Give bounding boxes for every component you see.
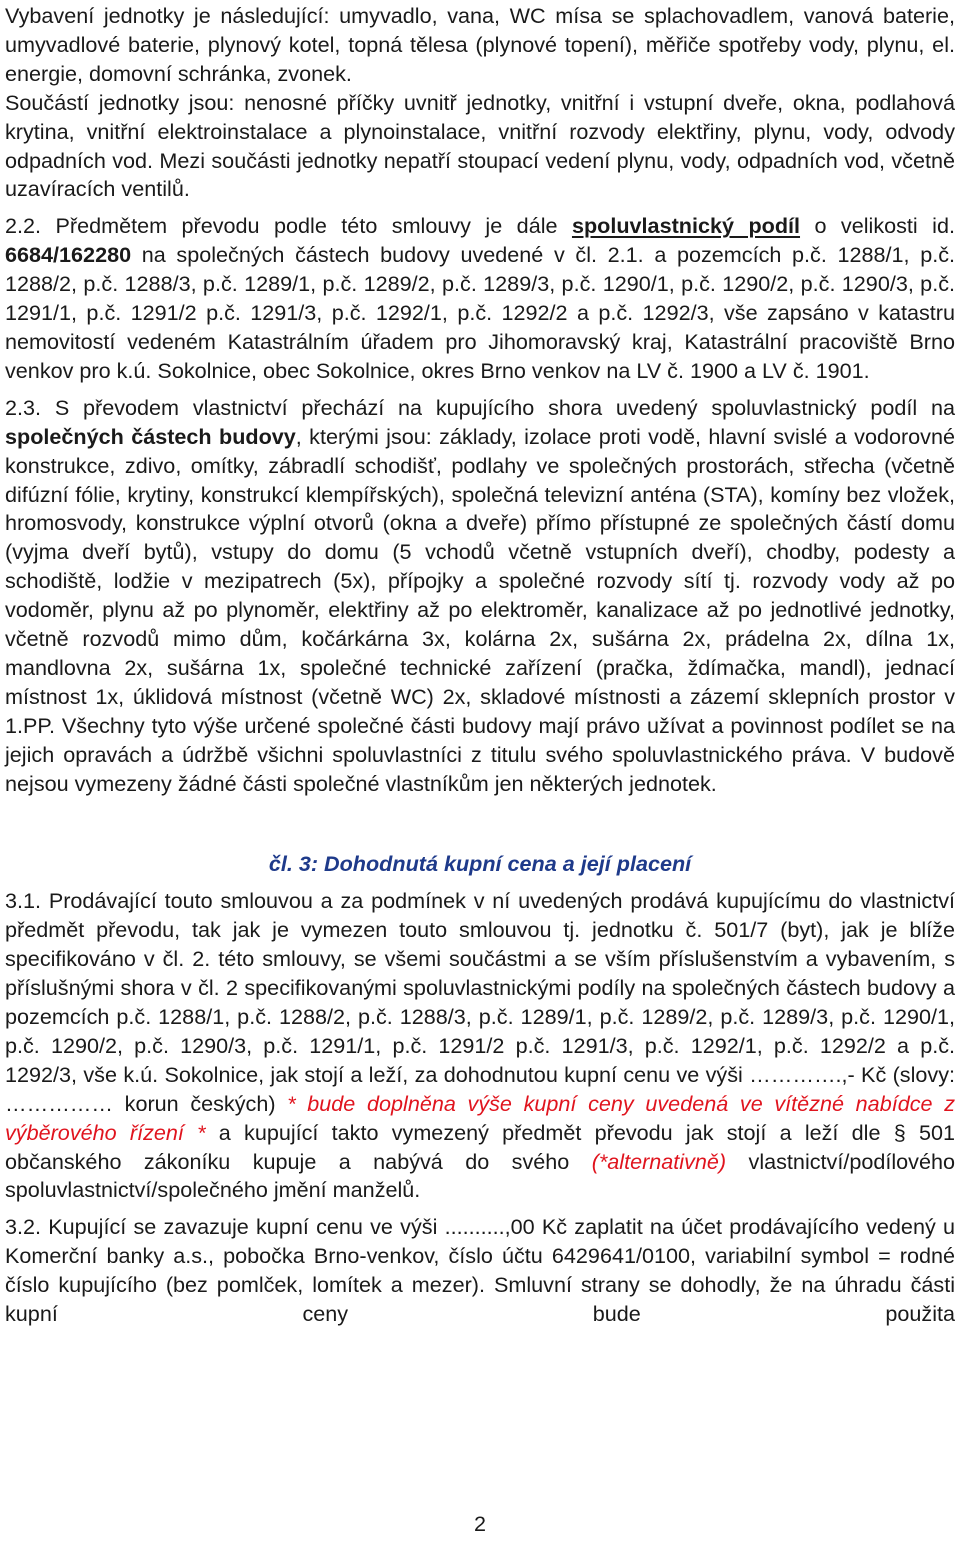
section-2-3-lead: 2.3. S převodem vlastnictví přechází na kupujícího shora uvedený spoluvlastnický podíl na [5,394,955,420]
section-heading-3: čl. 3: Dohodnutá kupní cena a její placení [268,851,692,877]
paragraph-components: Součástí jednotky jsou: nenosné příčky uvnitř jednotky, vnitřní i vstupní dveře, okna, podlahová krytina, vnitřní elektroinstalace a plynoinstalace, vnitřní rozvody elektřiny, plynu, vody, odvody odpadních vod. Mezi součásti jednotky nepatří stoupací vedení plynu, vody, odpadních vod, včetně uzavíracích ventilů. [5,89,955,202]
page-number: 2 [473,1511,486,1536]
section-2-3-bold: společných částech budovy [5,423,296,449]
alternative-note: (*alternativně) [591,1148,727,1174]
section-2-2-lead: 2.2. Předmětem převodu podle této smlouvy je dále [5,213,572,239]
section-2-2-share: 6684/162280 [5,242,132,268]
section-3-2: 3.2. Kupující se zavazuje kupní cenu ve výši ..........,00 Kč zaplatit na účet prodávajícího vedený u Komerční banky a.s., pobočka Brno-venkov, číslo účtu 6429641/0100, variabilní symbol = rodné číslo kupujícího (bez pomlček, lomítek a mezer). Smluvní strany se dohodly, že na úhradu části kupní ceny bude použita [5,1214,955,1327]
section-2-2 [5,212,955,385]
section-2-3-rest: , kterými jsou: základy, izolace proti vodě, hlavní svislé a vodorovné konstrukce, zdivo, omítky, zábradlí schodišť, podlahy ve společných prostorách, střecha (včetně difúzní fólie, krytiny, konstrukcí klempířských), společná televizní anténa (STA), komíny bez vložek, hromosvody, konstrukce výplní otvorů (okna a dveře) přímo přístupné ze společných částí domu (vyjma dveří bytů), vstupy do domu (5 vchodů včetně vstupních dveří), chodby, podesty a schodiště, lodžie v mezipatrech (5x), přípojky a společné rozvody sítí tj. rozvody vody až po vodoměr, plynu až po plynoměr, elektřiny až po elektroměr, kanalizace až po jednotlivé jednotky, včetně rozvodů mimo dům, kočárkárna 3x, kolárna 2x, sušárna 2x, prádelna 2x, dílna 1x, mandlovna 2x, sušárna 1x, společné technické zařízení (pračka, ždímačka, mandl), jednací místnost 1x, úklidová místnost (včetně WC) 2x, skladové místnosti a zázemí sklepních prostor v 1.PP. Všechny tyto výše určené společné části budovy mají právo užívat a povinnost podílet se na jejich opravách a údržbě všichni spoluvlastníci z titulu svého spoluvlastnického práva. V budově nejsou vymezeny žádné části společné vlastníkům jen některých jednotek. [5,423,955,796]
document-body [5,2,955,1329]
section-3-1-rest: vlastnictví/podílového spoluvlastnictví/společného jmění manželů. [5,1148,955,1203]
section-3-1-mid: a kupující takto vymezený předmět převodu jak stojí a leží dle § 501 občanského zákoníku kupuje a nabývá do svého [5,1119,955,1174]
section-3-1 [5,887,955,1205]
paragraph-equipment: Vybavení jednotky je následující: umyvadlo, vana, WC mísa se splachovadlem, vanová baterie, umyvadlové baterie, plynový kotel, topná tělesa (plynové topení), měřiče spotřeby vody, plynu, el. energie, domovní schránka, zvonek. [5,3,955,86]
section-2-2-rest: na společných částech budovy uvedené v čl. 2.1. a pozemcích p.č. 1288/1, p.č. 1288/2, p.č. 1288/3, p.č. 1289/1, p.č. 1289/2, p.č. 1289/3, p.č. 1290/1, p.č. 1290/2, p.č. 1290/3, p.č. 1291/1, p.č. 1291/2 p.č. 1291/3, p.č. 1292/1, p.č. 1292/2 a p.č. 1292/3, vše zapsáno v katastru nemovitostí vedeném Katastrálním úřadem pro Jihomoravský kraj, Katastrální pracoviště Brno venkov pro k.ú. Sokolnice, obec Sokolnice, okres Brno venkov na LV č. 1900 a LV č. 1901. [5,242,955,383]
section-2-3 [5,394,955,799]
section-2-2-mid: o velikosti id. [800,213,955,239]
section-2-2-term: spoluvlastnický podíl [571,213,801,239]
price-note: * bude doplněna výše kupní ceny uvedená ve vítězné nabídce z výběrového řízení * [5,1090,955,1145]
section-3-1-lead: 3.1. Prodávající touto smlouvou a za podmínek v ní uvedených prodává kupujícímu do vlastnictví předmět převodu, tak jak je vymezen touto smlouvou tj. jednotku č. 501/7 (byt), jak je blíže specifikováno v čl. 2. této smlouvy, se všemi součástmi a se vším příslušenstvím a vybavením, s příslušnými shora v čl. 2 specifikovanými spoluvlastnickými podíly na společných částech budovy a pozemcích p.č. 1288/1, p.č. 1288/2, p.č. 1288/3, p.č. 1289/1, p.č. 1289/2, p.č. 1289/3, p.č. 1290/1, p.č. 1290/2, p.č. 1290/3, p.č. 1291/1, p.č. 1291/2 p.č. 1291/3, p.č. 1292/1, p.č. 1292/2 a p.č. 1292/3, vše k.ú. Sokolnice, jak stojí a leží, za dohodnutou kupní cenu ve výši ………….,- Kč (slovy: …………… korun českých) [5,888,955,1116]
